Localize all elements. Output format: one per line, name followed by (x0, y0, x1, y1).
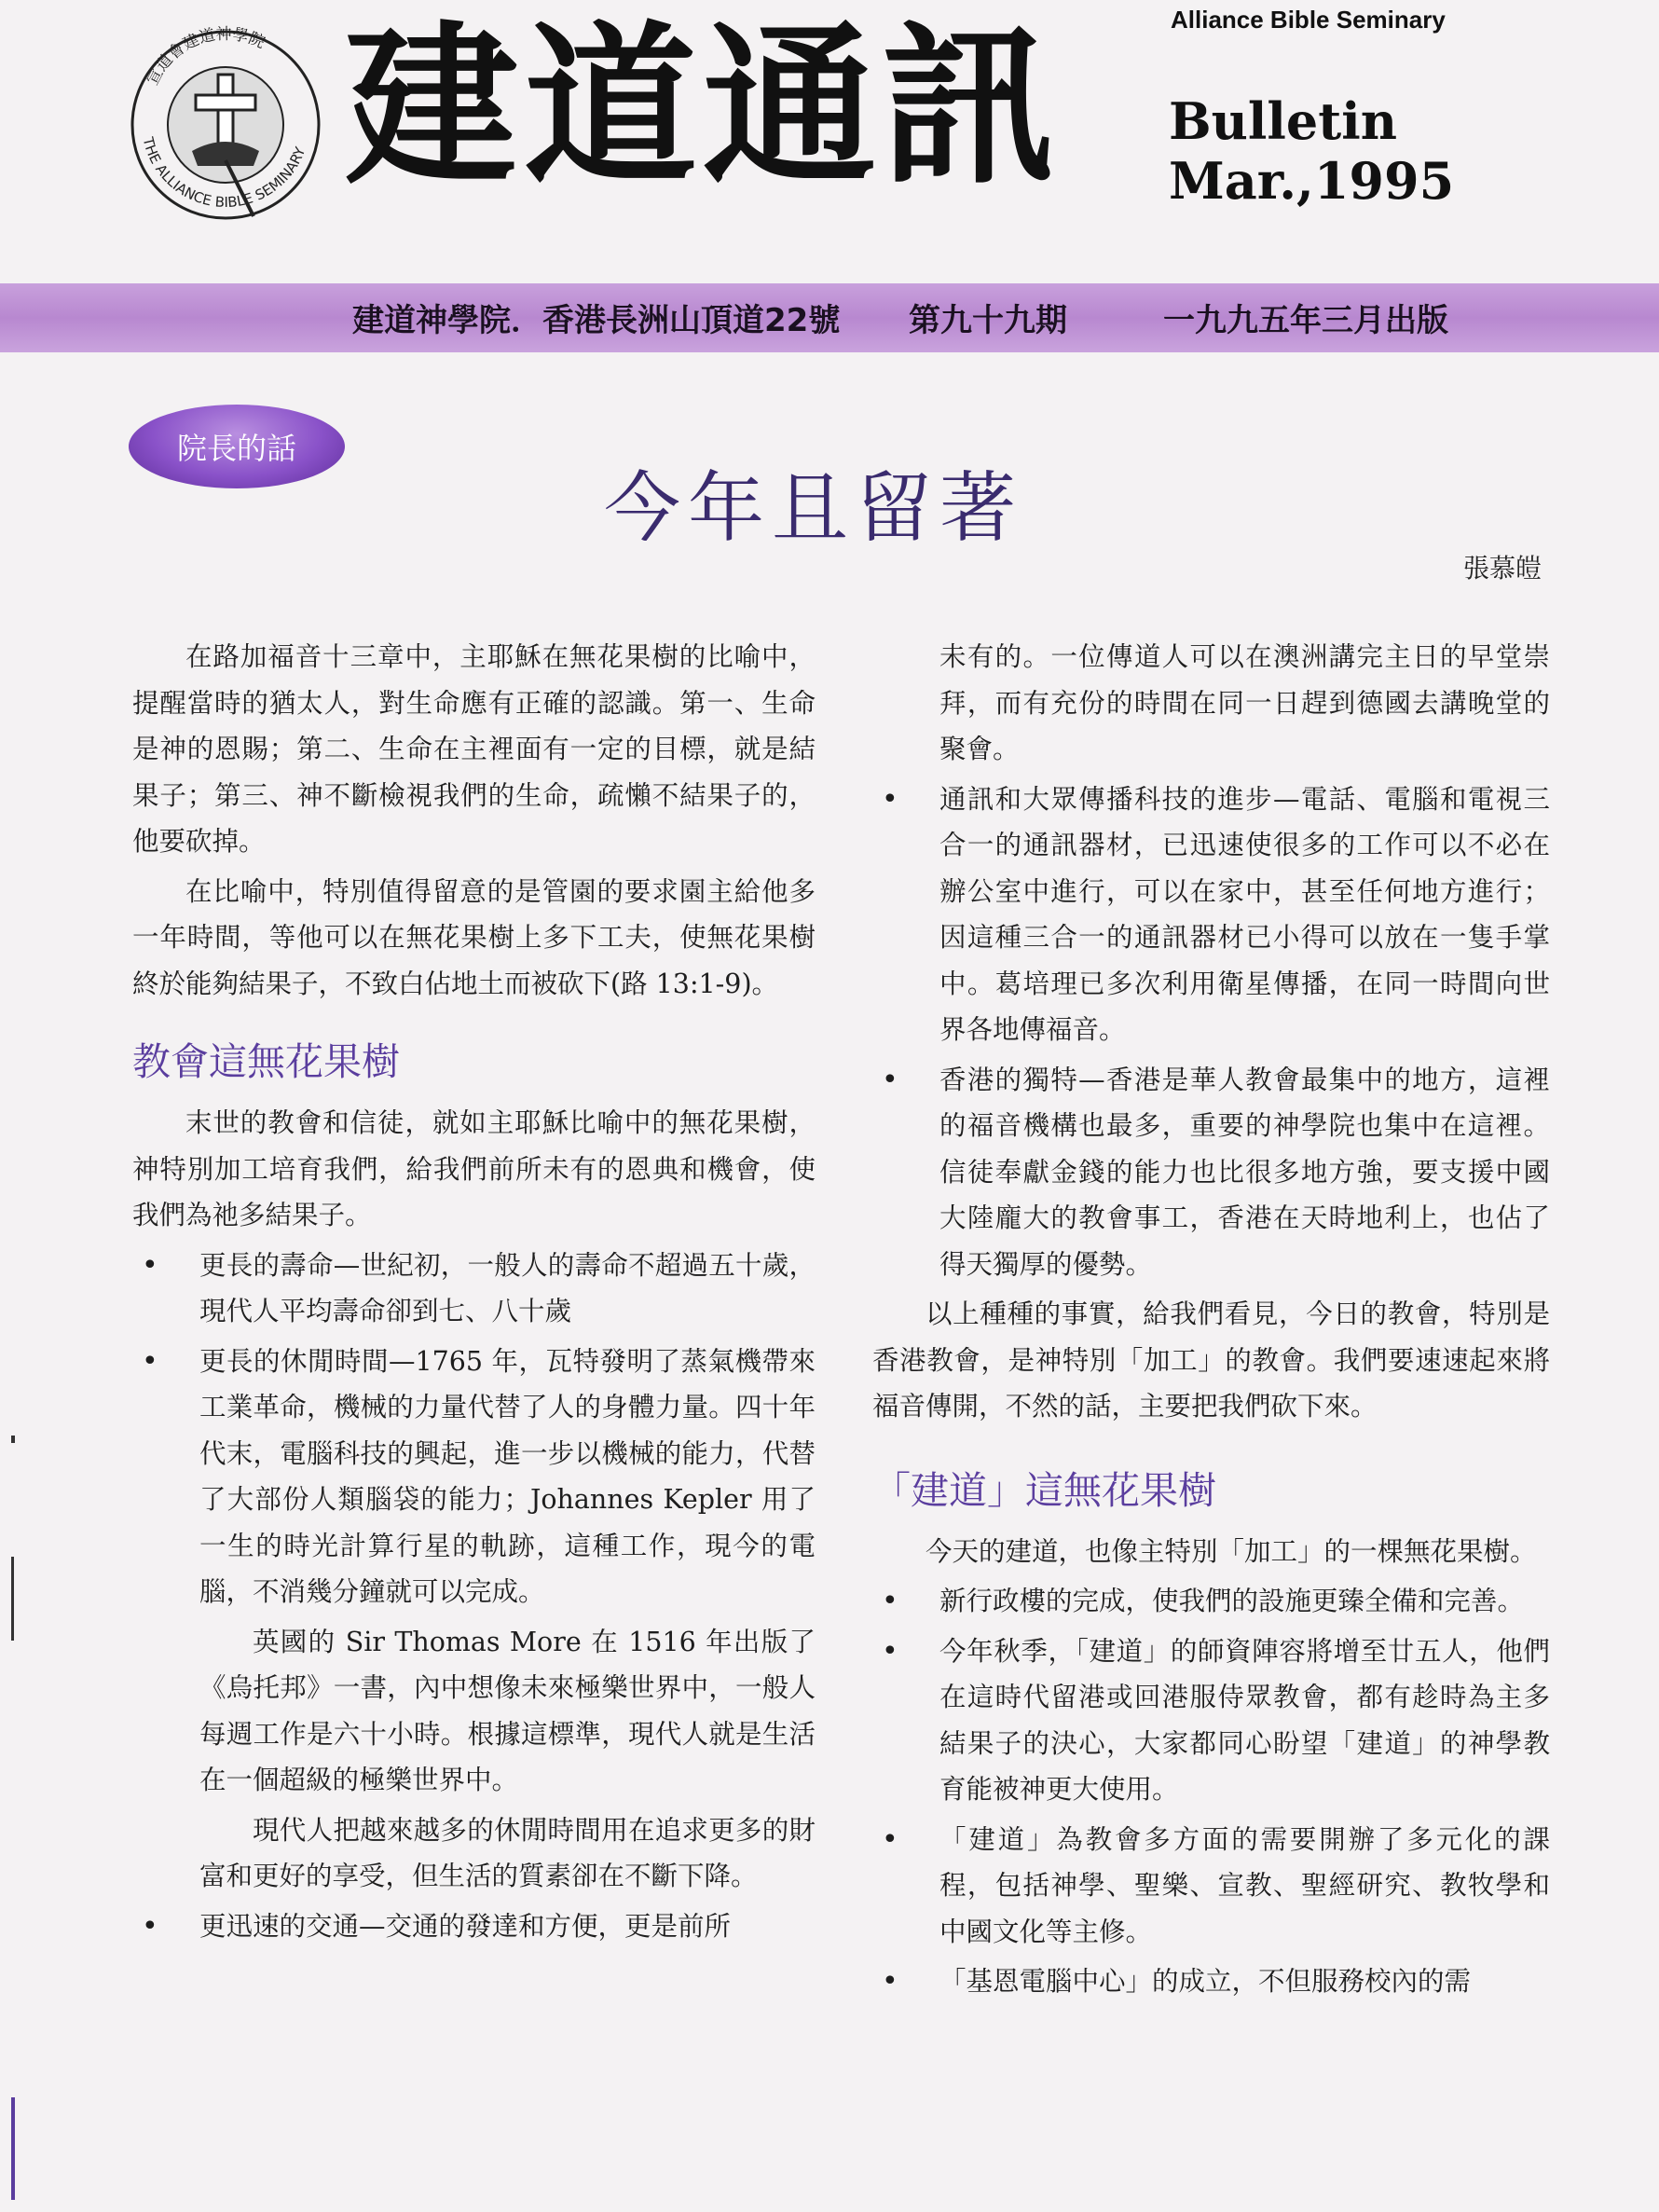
bulletin-label: Bulletin (1169, 91, 1398, 151)
left-column (132, 634, 816, 1949)
paragraph: 今天的建道，也像主特別「加工」的一棵無花果樹。 (925, 1535, 1537, 1567)
paragraph: 末世的教會和信徒，就如主耶穌比喻中的無花果樹，神特別加工培育我們，給我們前所未有的恩典和機會，使我們為祂多結果子。 (132, 1107, 816, 1230)
section-tag: 院長的話 (129, 405, 345, 488)
bulletin-label-block (1169, 91, 1454, 211)
paragraph: 以上種種的事實，給我們看見，今日的教會，特別是香港教會，是神特別「加工」的教會。我們要速速起來將福音傳開，不然的話，主要把我們砍下來。 (872, 1298, 1550, 1422)
seal-english-text: THE ALLIANCE BIBLE SEMINARY (139, 135, 309, 212)
bullet-item: • 更長的休閒時間—1765 年，瓦特發明了蒸氣機帶來工業革命，機械的力量代替了人的身體力量。四十年代末，電腦科技的興起，進一步以機械的能力，代替了大部份人類腦袋的能力；Johannes Kepler 用了一生的時光計算行星的軌跡，這種工作，現今的電腦，不消幾分鐘就可以完成。 (132, 1339, 816, 1615)
masthead-title: 建道通訊 (345, 6, 1062, 208)
bullet-item: • 香港的獨特—香港是華人教會最集中的地方，這裡的福音機構也最多，重要的神學院也集中在這裡。信徒奉獻金錢的能力也比很多地方強，要支援中國大陸龐大的教會事工，香港在天時地利上，也佔了得天獨厚的優勢。 (872, 1057, 1550, 1288)
band-issue: 第九十九期 (909, 302, 1067, 339)
bullet-item: • 更長的壽命—世紀初，一般人的壽命不超過五十歲，現代人平均壽命卻到七、八十歲 (132, 1243, 816, 1335)
bullet-item: • 通訊和大眾傳播科技的進步—電話、電腦和電視三合一的通訊器材，已迅速使很多的工作可以不必在辦公室中進行，可以在家中，甚至任何地方進行；因這種三合一的通訊器材已小得可以放在一隻手掌中。葛培理已多次利用衛星傳播，在同一時間向世界各地傳福音。 (872, 776, 1550, 1053)
band-date: 一九九五年三月出版 (1163, 302, 1448, 339)
bullet-item: • 更迅速的交通—交通的發達和方便，更是前所 (132, 1903, 816, 1950)
bullet-subparagraph: 英國的 Sir Thomas More 在 1516 年出版了《烏托邦》一書，內中想像未來極樂世界中，一般人每週工作是六十小時。根據這標準，現代人就是生活在一個超級的極樂世界中。 (199, 1626, 816, 1795)
info-band (0, 283, 1659, 352)
bullet-continuation: 未有的。一位傳道人可以在澳洲講完主日的早堂崇拜，而有充份的時間在同一日趕到德國去講晚堂的聚會。 (939, 641, 1550, 764)
bullet-item: • 今年秋季，「建道」的師資陣容將增至廿五人，他們在這時代留港或回港服侍眾教會，都有趁時為主多結果子的決心，大家都同心盼望「建道」的神學教育能被神更大使用。 (872, 1628, 1550, 1813)
bullet-item: • 「基恩電腦中心」的成立，不但服務校內的需 (872, 1958, 1550, 2005)
section-heading-seminary: 「建道」這無花果樹 (872, 1467, 1216, 1513)
article-author: 張慕皚 (1463, 553, 1542, 584)
bullet-item: • 「建道」為教會多方面的需要開辦了多元化的課程，包括神學、聖樂、宣教、聖經研究、教牧學和中國文化等主修。 (872, 1817, 1550, 1956)
paragraph: 在比喻中，特別值得留意的是管園的要求園主給他多一年時間，等他可以在無花果樹上多下工夫，使無花果樹終於能夠結果子，不致白佔地土而被砍下(路 13:1-9)。 (132, 875, 816, 999)
bulletin-date: Mar.,1995 (1169, 151, 1455, 211)
section-heading-church: 教會這無花果樹 (132, 1039, 400, 1084)
seal-chinese-text: 宣道會建道神學院 (143, 24, 268, 89)
binding-mark (11, 2097, 15, 2200)
binding-mark (11, 1557, 14, 1641)
paragraph: 在路加福音十三章中，主耶穌在無花果樹的比喻中，提醒當時的猶太人，對生命應有正確的認識。第一、生命是神的恩賜；第二、生命在主裡面有一定的目標，就是結果子；第三、神不斷檢視我們的生命，疏懶不結果子的，他要砍掉。 (132, 641, 816, 857)
binding-mark (11, 1436, 15, 1443)
band-address: 建道神學院．香港長洲山頂道22號 (352, 302, 841, 339)
right-column (872, 634, 1550, 2005)
article-title: 今年且留著 (604, 464, 1024, 553)
bullet-item: • 新行政樓的完成，使我們的設施更臻全備和完善。 (872, 1578, 1550, 1625)
org-name-en: Alliance Bible Seminary (1171, 6, 1446, 34)
bullet-subparagraph: 現代人把越來越多的休閒時間用在追求更多的財富和更好的享受，但生活的質素卻在不斷下降。 (199, 1814, 816, 1891)
seminary-seal-logo (114, 21, 337, 244)
